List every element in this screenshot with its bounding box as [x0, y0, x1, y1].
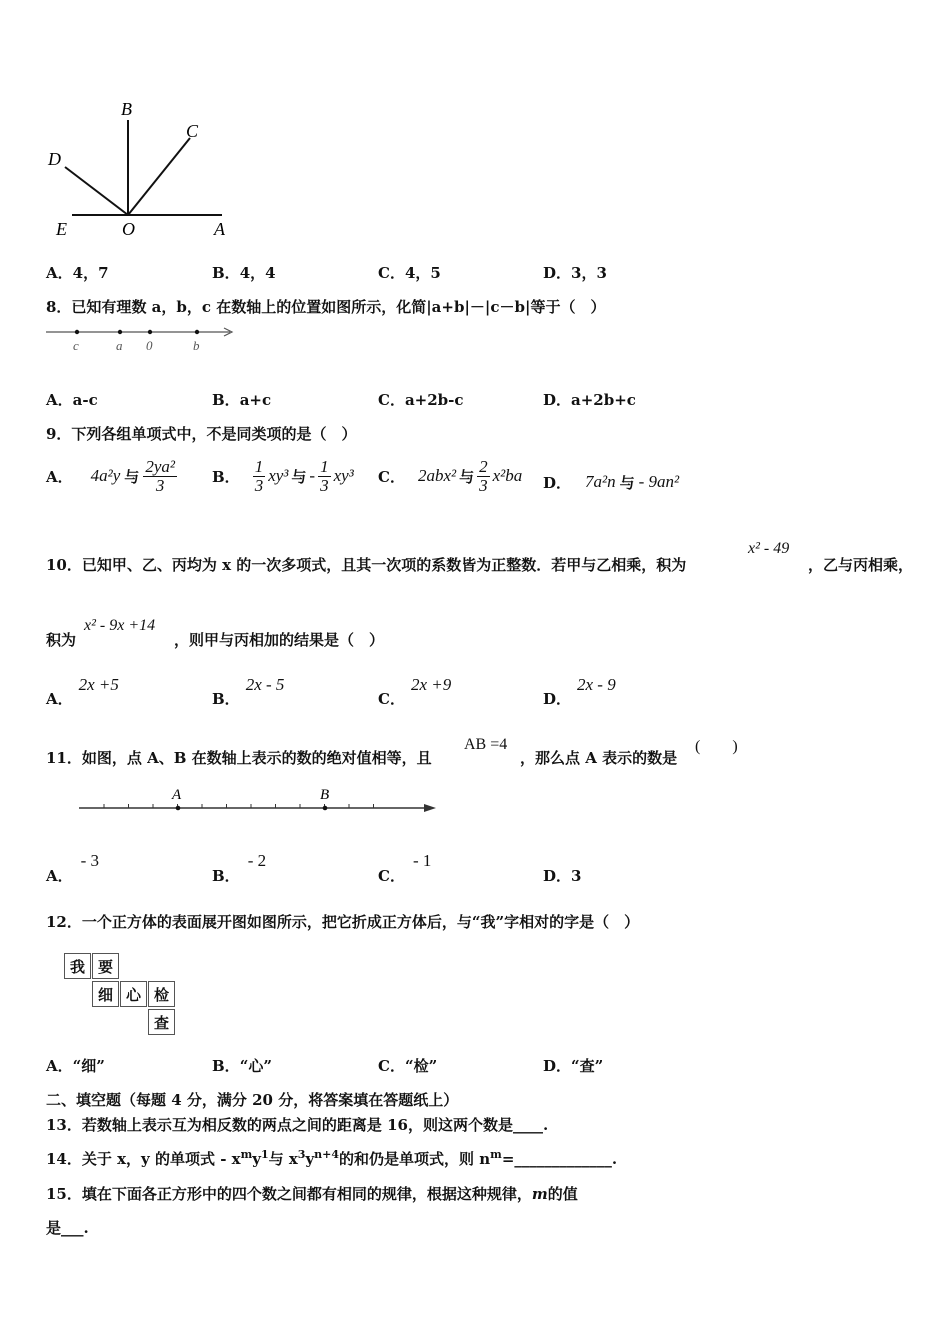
- option-text: - 2: [247, 851, 267, 870]
- ray-od: [65, 167, 128, 215]
- text: 与 x: [268, 1150, 298, 1168]
- label-zero: 0: [146, 338, 153, 353]
- q11-stem-start: 11．如图，点 A、B 在数轴上表示的数的绝对值相等，且: [46, 749, 432, 767]
- option-text: 4，5: [404, 264, 441, 282]
- option-text: a+2b+c: [571, 391, 636, 409]
- option-text: - 3: [80, 851, 100, 870]
- label-o: O: [122, 219, 135, 239]
- point-a: [176, 806, 181, 811]
- expr-left: 4a²y: [90, 466, 121, 486]
- q12-option-a[interactable]: [46, 1055, 105, 1076]
- q11-option-b[interactable]: [212, 850, 267, 885]
- option-letter: D．: [543, 867, 572, 885]
- text: =_____________.: [501, 1150, 618, 1168]
- option-letter: B．: [212, 867, 240, 885]
- ray-oc: [128, 138, 190, 215]
- numerator: 2ya²: [145, 457, 175, 476]
- expr-left: 2abx²: [417, 466, 457, 486]
- label-e: E: [56, 219, 67, 239]
- q12-stem: 12．一个正方体的表面展开图如图所示，把它折成正方体后，与“我”字相对的字是（ ）: [46, 913, 640, 931]
- option-letter: A．: [46, 264, 73, 282]
- exponent: n+4: [314, 1148, 340, 1161]
- q7-option-d[interactable]: [543, 262, 607, 283]
- label-b: b: [193, 338, 200, 353]
- net-cell-yao: 要: [92, 953, 119, 979]
- denominator: 3: [254, 475, 264, 495]
- option-letter: C．: [378, 1057, 405, 1075]
- option-text: 3，3: [571, 264, 607, 282]
- joiner: 与: [619, 473, 635, 492]
- net-cell-xin: 心: [120, 981, 147, 1007]
- net-cell-wo: 我: [64, 953, 91, 979]
- denominator: 3: [155, 475, 165, 495]
- fraction: [477, 458, 490, 495]
- option-letter: C．: [378, 690, 405, 708]
- option-text: 2x - 5: [245, 675, 285, 694]
- option-letter: D．: [543, 690, 572, 708]
- q15-text-line2: 是___.: [46, 1219, 89, 1237]
- q11-number-line: [76, 784, 446, 820]
- point-c: [75, 330, 79, 334]
- q8-option-d[interactable]: [543, 389, 636, 410]
- q7-option-c[interactable]: [378, 262, 441, 283]
- joiner: 与: [124, 467, 140, 486]
- expr-right: x²ba: [492, 466, 523, 486]
- angle-figure: [40, 95, 240, 245]
- option-letter: A．: [46, 391, 73, 409]
- label-b: B: [320, 787, 330, 803]
- option-letter: B．: [212, 391, 240, 409]
- expr-left: 7a²n: [585, 472, 616, 491]
- q9-option-a[interactable]: [46, 458, 177, 495]
- option-text: a+c: [239, 391, 272, 409]
- q10-expr1: x² - 49: [748, 540, 790, 557]
- label-a: A: [172, 787, 182, 803]
- axis-arrow: [424, 804, 436, 812]
- net-cell-cha: 查: [148, 1009, 175, 1035]
- q14-text: [46, 1148, 617, 1169]
- net-cell-xi: 细: [92, 981, 119, 1007]
- option-text: a+2b-c: [404, 391, 464, 409]
- numerator: 1: [320, 457, 329, 476]
- q11-option-c[interactable]: [378, 850, 432, 885]
- q12-option-b[interactable]: [212, 1055, 272, 1076]
- option-text: a-c: [72, 391, 98, 409]
- stem-text: 10．已知甲、乙、丙均为 x 的一次多项式，且其一次项的系数皆为正整数．若甲与乙相乘，积为: [46, 556, 687, 574]
- option-letter: B．: [212, 264, 240, 282]
- text: 15．填在下面各正方形中的四个数之间都有相同的规律，根据这种规律，: [46, 1185, 532, 1203]
- q11-option-d[interactable]: [543, 865, 581, 886]
- option-text: 4，7: [72, 264, 109, 282]
- q10-option-a[interactable]: [46, 674, 119, 708]
- option-letter: C．: [378, 467, 405, 486]
- option-letter: C．: [378, 867, 405, 885]
- q11-expr: AB =4: [464, 736, 508, 753]
- denominator: 3: [479, 475, 488, 495]
- label-c: C: [186, 121, 199, 141]
- q10-stem-line1-end: ，乙与丙相乘，: [808, 556, 914, 574]
- option-letter: D．: [543, 264, 572, 282]
- option-text: 2x +5: [78, 675, 119, 694]
- fraction: [143, 458, 177, 495]
- text: y: [252, 1150, 261, 1168]
- option-letter: A．: [46, 1057, 73, 1075]
- q13-text: 13．若数轴上表示互为相反数的两点之间的距离是 16，则这两个数是____.: [46, 1116, 549, 1134]
- point-b: [323, 806, 328, 811]
- option-letter: C．: [378, 391, 405, 409]
- q10-option-d[interactable]: [543, 674, 616, 708]
- q10-expr2: x² - 9x +14: [84, 617, 156, 634]
- net-cell-jian: 检: [148, 981, 175, 1007]
- exponent: 1: [260, 1148, 269, 1161]
- exponent: m: [240, 1148, 253, 1161]
- text: y: [305, 1150, 315, 1168]
- option-text: - 1: [412, 851, 432, 870]
- option-letter: D．: [543, 473, 572, 492]
- denominator: 3: [320, 475, 329, 495]
- option-letter: B．: [212, 467, 240, 486]
- label-a: A: [214, 219, 225, 239]
- q8-option-c[interactable]: [378, 389, 464, 410]
- q15-text-line1: [46, 1183, 578, 1204]
- q12-option-c[interactable]: [378, 1055, 437, 1076]
- expr-left: xy³: [268, 466, 289, 486]
- q7-option-b[interactable]: [212, 262, 276, 283]
- option-text: “检”: [404, 1057, 438, 1075]
- numerator: 1: [254, 457, 264, 476]
- fraction: [318, 458, 331, 495]
- numerator: 2: [479, 457, 488, 476]
- joiner: 与: [459, 467, 475, 486]
- label-a: a: [116, 338, 123, 353]
- variable: m: [531, 1185, 548, 1203]
- option-letter: B．: [212, 1057, 240, 1075]
- q9-stem: 9．下列各组单项式中，不是同类项的是（ ）: [46, 425, 357, 443]
- option-text: “查”: [571, 1057, 604, 1075]
- q9-option-c[interactable]: [378, 458, 522, 495]
- q9-option-d[interactable]: [543, 458, 679, 506]
- joiner: 与: [291, 467, 307, 486]
- option-letter: B．: [212, 690, 240, 708]
- option-text: 2x +9: [410, 675, 452, 694]
- option-letter: D．: [543, 1057, 572, 1075]
- option-letter: A．: [46, 690, 73, 708]
- label-d: D: [48, 149, 61, 169]
- exponent: m: [490, 1148, 502, 1161]
- q11-option-a[interactable]: [46, 850, 100, 885]
- q7-option-a[interactable]: [46, 262, 109, 283]
- q9-option-b[interactable]: [212, 458, 354, 495]
- option-text: “心”: [239, 1057, 272, 1075]
- option-text: 3: [571, 867, 582, 885]
- q10-stem-line1: [46, 554, 686, 575]
- q8-stem: 8．已知有理数 a，b，c 在数轴上的位置如图所示，化简|a+b|－|c－b|等于（ ）: [46, 298, 606, 316]
- option-text: 4，4: [239, 264, 276, 282]
- text: 的值: [547, 1185, 578, 1203]
- option-letter: A．: [46, 867, 73, 885]
- option-text: “细”: [72, 1057, 105, 1075]
- point-zero: [148, 330, 152, 334]
- point-b: [195, 330, 199, 334]
- section-heading: 二、填空题（每题 4 分，满分 20 分，将答案填在答题纸上）: [46, 1091, 459, 1109]
- label-b: B: [121, 99, 132, 119]
- q10-option-c[interactable]: [378, 674, 452, 708]
- q8-number-line: [44, 322, 244, 356]
- fraction: [253, 458, 266, 495]
- option-letter: D．: [543, 391, 572, 409]
- label-c: c: [73, 338, 79, 353]
- sign: -: [309, 466, 316, 486]
- option-text: 2x - 9: [577, 675, 616, 694]
- expr-right: - 9an²: [638, 472, 680, 491]
- q10-option-b[interactable]: [212, 674, 285, 708]
- q10-stem-line2-start: 积为: [46, 631, 77, 649]
- q11-stem-end: ，那么点 A 表示的数是: [520, 749, 678, 767]
- option-letter: C．: [378, 264, 405, 282]
- expr-right: xy³: [333, 466, 354, 486]
- q8-option-b[interactable]: [212, 389, 271, 410]
- option-letter: A．: [46, 467, 73, 486]
- exponent: 3: [297, 1148, 306, 1161]
- text: 14．关于 x，y 的单项式 - x: [46, 1150, 241, 1168]
- text: 的和仍是单项式，则 n: [339, 1150, 491, 1168]
- q8-option-a[interactable]: [46, 389, 98, 410]
- q12-option-d[interactable]: [543, 1055, 603, 1076]
- q11-paren: ( ): [695, 738, 738, 755]
- q10-stem-line2-end: ，则甲与丙相加的结果是（ ）: [174, 631, 385, 649]
- point-a: [118, 330, 122, 334]
